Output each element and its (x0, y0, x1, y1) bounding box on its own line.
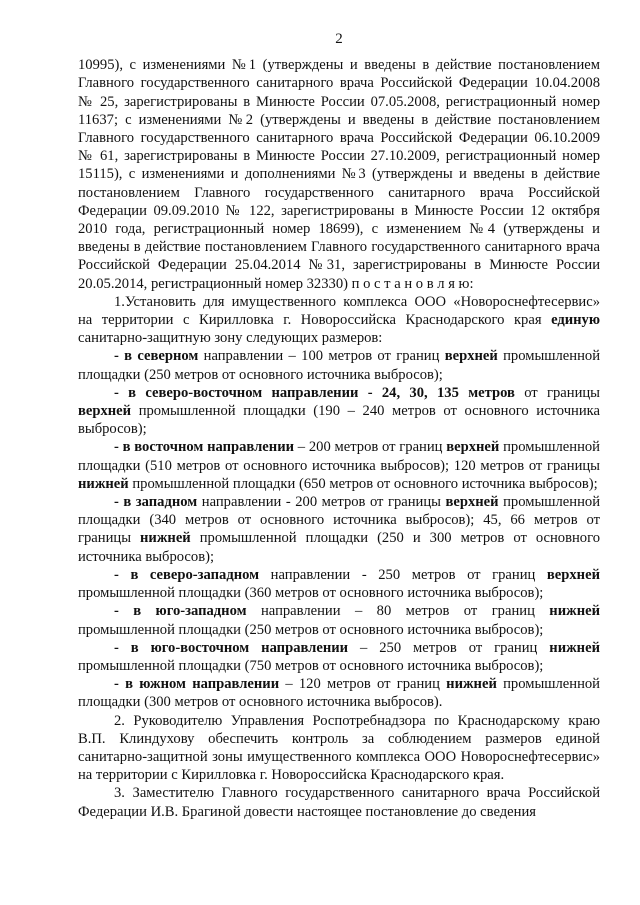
direction-text: – 120 метров от границ (279, 676, 447, 693)
direction-south (78, 675, 600, 711)
direction-north-east (78, 384, 600, 439)
direction-text: – 250 метров от границ (348, 639, 550, 656)
direction-text-end: промышленной площадки (340 метров от основного источника выбросов); 45, 66 метров от границы (78, 494, 600, 547)
direction-site: верхней (446, 439, 500, 456)
item-1-emphasis: единую (551, 312, 600, 329)
item-2: 2. Руководителю Управления Роспотребнадзора по Краснодарскому краю В.П. Клиндухову обеспечить контроль за соблюдением размеров единой санитарно-защитной зоны имущественного комплекса ООО Новороснефтесервис» на территории с Кирилловка г. Новороссийска Краснодарского края. (78, 712, 600, 784)
direction-text: направлении - 200 метров от границы (197, 494, 446, 511)
direction-text-end: промышленной площадки (190 – 240 метров от основного источника выбросов); (78, 403, 600, 438)
direction-east (78, 438, 600, 493)
direction-text: направлении - 250 метров от границ (259, 566, 547, 583)
direction-text-end: промышленной площадки (250 метров от основного источника выбросов); (78, 621, 544, 638)
direction-text-end: промышленной площадки (510 метров от основного источника выбросов); 120 метров от границы (78, 439, 600, 474)
direction-site: нижней (549, 639, 600, 656)
direction-text-end: промышленной площадки (300 метров от основного источника выбросов). (78, 676, 600, 711)
direction-site: верхней (444, 348, 498, 365)
direction-west (78, 493, 600, 566)
direction-south-east (78, 639, 600, 675)
item-1-text-end: санитарно-защитную зону следующих размеров: (78, 330, 383, 347)
direction-north-west (78, 566, 600, 602)
direction-text: – 200 метров от границ (294, 439, 447, 456)
direction-site: верхней (546, 566, 600, 583)
direction-text-end: промышленной площадки (360 метров от основного источника выбросов); (78, 585, 544, 602)
direction-label: - в южном направлении (114, 676, 280, 693)
intro-paragraph (78, 56, 600, 293)
direction-north (78, 347, 600, 383)
intro-text: 10995), с изменениями №1 (утверждены и введены в действие постановлением Главного государственного санитарного врача Российской Федерации 10.04.2008 № 25, зарегистрированы в Минюсте России 07.05.2008, регистрационный номер 11637; с изменениями №2 (утверждены и введены в действие постановлением Главного государственного санитарного врача Российской Федерации 06.10.2009 № 61, зарегистрированы в Минюсте России 27.10.2009, регистрационный номер 15115), с изменениями и дополнениями №3 (утверждены и введены в действие постановлением Главного государственного санитарного врача Российской Федерации 09.09.2010 № 122, зарегистрированы в Минюсте России 12 октября 2010 года, регистрационный номер 18699), с изменением №4 (утверждены и введены в действие постановлением Главного государственного санитарного врача Российской Федерации 25.04.2014 №31, зарегистрированы в Минюсте России 20.05.2014, регистрационный номер 32330) (78, 57, 600, 292)
direction-text-end-2: промышленной площадки (650 метров от основного источника выбросов); (128, 475, 598, 492)
direction-text: от границы (514, 384, 600, 401)
direction-label: - в западном (114, 494, 198, 511)
direction-site: нижней (549, 603, 600, 620)
direction-text-end-2: промышленной площадки (250 и 300 метров от основного источника выбросов); (78, 530, 600, 565)
direction-site-2: нижней (78, 475, 129, 492)
direction-south-west (78, 602, 600, 638)
direction-label: - в северо-восточном направлении - 24, 30, 135 метров (114, 384, 515, 401)
direction-site: нижней (446, 676, 497, 693)
direction-site: верхней (78, 403, 132, 420)
direction-site-2: нижней (140, 530, 191, 547)
direction-label: - в северном (114, 348, 199, 365)
direction-text-end: промышленной площадки (750 метров от основного источника выбросов); (78, 657, 544, 674)
direction-label: - в северо-западном (114, 566, 260, 583)
decree-word: п о с т а н о в л я ю: (351, 275, 474, 292)
page-number: 2 (335, 31, 343, 47)
direction-label: - в восточном направлении (114, 439, 295, 456)
direction-label: - в юго-западном (114, 603, 247, 620)
direction-label: - в юго-восточном направлении (114, 639, 349, 656)
direction-text: направлении – 80 метров от границ (246, 603, 550, 620)
direction-text-end: промышленной площадки (250 метров от основного источника выбросов); (78, 348, 600, 383)
item-1-text: 1.Установить для имущественного комплекса ООО «Новороснефтесервис» на территории с Кирилловка г. Новороссийска Краснодарского края (78, 293, 600, 329)
direction-text: направлении – 100 метров от границ (198, 348, 445, 365)
direction-site: верхней (445, 494, 499, 511)
item-1 (78, 293, 600, 348)
item-3: 3. Заместителю Главного государственного санитарного врача Российской Федерации И.В. Брагиной довести настоящее постановление до сведения (78, 785, 600, 820)
